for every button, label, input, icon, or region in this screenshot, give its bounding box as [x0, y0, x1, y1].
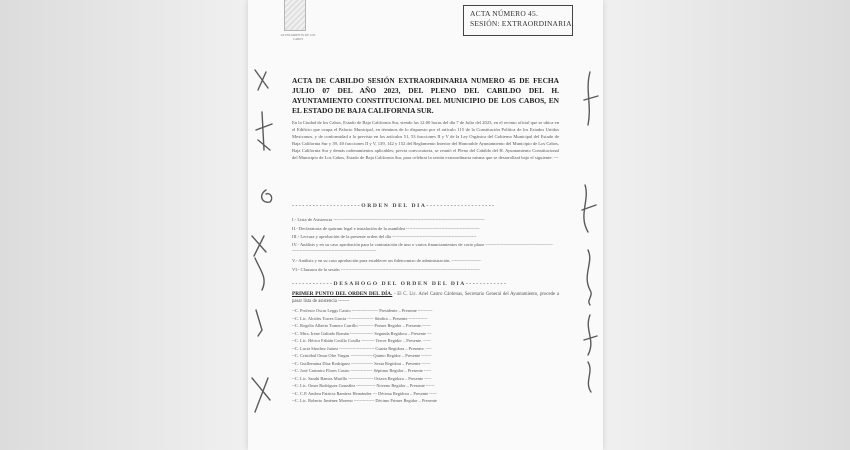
attendance-list [292, 307, 554, 405]
member-role: Noveno Regidor – Presente ------ [376, 383, 435, 388]
act-number: ACTA NÚMERO 45. [470, 9, 539, 18]
session-type: SESIÓN: EXTRAORDINARIA. [470, 19, 574, 28]
member-name: --C. Lic. Omar Rodríguez González ------------- [292, 383, 376, 388]
agenda-list [292, 216, 554, 275]
agenda-item: VI.- Clausura de la sesión ------------------------------------------------------------------------------------------- [292, 266, 480, 272]
attendance-row [292, 337, 554, 345]
attendance-row [292, 307, 554, 315]
member-name: --C. Lic. Alcides Torres García ------------------ [292, 315, 374, 321]
municipal-seal-icon [284, 0, 306, 31]
member-role: Cuarta Regidora – Presente. ---- [375, 345, 432, 351]
background-right [603, 0, 850, 450]
attendance-row [292, 352, 554, 360]
attendance-row [292, 367, 554, 375]
development-heading: ------------DESAHOGO DEL ORDEN DEL DIA------------ [292, 281, 508, 287]
intro-paragraph: En la Ciudad de los Cabos, Estado de Baja California Sur, siendo las 12:00 horas del día 7 de Julio del 2023, en el recinto oficial que se ubica en el Edificio que ocupa el Palacio Municipal, en términos de lo dispuesto por el artículo 115 de la Constitución Política de los Estados Unidos Mexicanos, y de conformidad a lo previsto en los artículos 51, 53 fracciones II y V de la Ley Orgánica del Gobierno Municipal del Estado de Baja California Sur y 39, 40 fracciones II y V, 139, 142 y 152 del Reglamento Interior del Honorable Ayuntamiento del Municipio de Los Cabos, Baja California Sur y demás ordenamientos aplicables; previa convocatoria, se reunió el Pleno del Cabildo del H. Ayuntamiento Constitucional del Municipio de Los Cabos, Estado de Baja California Sur, para celebrar la sesión extraordinaria misma que se desarrollará bajo el siguiente: --- [292, 120, 559, 160]
member-role: Presidente – Presente ---------- [379, 308, 433, 313]
agenda-item: III.- Lectura y aprobación de la presente orden del día ------------------------------------------------------- [292, 234, 477, 240]
member-name: --C. José Casimiro Flores Castro --------------- [292, 368, 373, 373]
member-role: Síndico – Presente ------------- [374, 315, 428, 321]
member-name: --C. Mtra. Irene Galindo Román ---------------- [292, 330, 374, 336]
first-point-text: - El C. Lic. Ariel Castro Cárdenas, Secretario General del Ayuntamiento, procede a pasar lista de asistencia ------- [292, 292, 559, 304]
attendance-row [292, 345, 554, 353]
agenda-item: II.- Declaratoria de quórum legal e instalación de la asamblea ------------------------------------------------ [292, 225, 480, 231]
member-role: Tercer Regidor – Presente. ----- [375, 338, 431, 343]
member-name: --C. Lucia Sánchez Juárez ------------------------ [292, 345, 375, 351]
member-role: Décimo Primer Regidor – Presente [375, 398, 437, 403]
member-name: --C. Guillermina Díaz Rodríguez --------------- [292, 360, 374, 366]
member-name: --C. Lic. Roberto Jiménez Moreno -------------- [292, 398, 375, 403]
seal-caption: AYUNTAMIENTO DE LOS CABOS [280, 33, 316, 41]
member-role: Segunda Regidora – Presente --- [374, 330, 432, 336]
agenda-item: I.- Lista de Asistencia --------------------------------------------------------------------------------------------------- [292, 217, 485, 222]
member-role: Octava Regidora – Presente ----- [374, 375, 432, 381]
first-point-paragraph [292, 291, 559, 305]
agenda-item: IV.- Análisis y en su caso aprobación para la contratación de uno o varios financiamientos de corto plazo --------------------------------------------------------------------------------------------------- [292, 242, 553, 254]
attendance-row [292, 390, 554, 398]
attendance-row [292, 315, 554, 323]
attendance-row [292, 360, 554, 368]
attendance-row [292, 397, 554, 405]
member-role: Séptimo Regidor – Presente ----- [373, 368, 432, 373]
act-number-box [463, 5, 573, 36]
member-name: --C. Profesor Oscar Leggs Castro ------------------ [292, 308, 379, 313]
attendance-row [292, 375, 554, 383]
member-name: --C. Lic. Sarahi Ramos Murillo ----------------- [292, 375, 374, 381]
member-role: Sexta Regidora – Presente ------ [374, 360, 431, 366]
document-page [248, 0, 603, 450]
attendance-row [292, 322, 554, 330]
member-name: --C. Cristóbal Omar Ofre Vargas --------------- [292, 353, 373, 358]
document-title: ACTA DE CABILDO SESIÓN EXTRAORDINARIA NUMERO 45 DE FECHA JULIO 07 DEL AÑO 2023, DEL PLENO DEL CABILDO DEL H. AYUNTAMIENTO CONSTITUCIONAL DEL MUNICIPIO DE LOS CABOS, EN EL ESTADO DE BAJA CALIFORNIA SUR. [292, 76, 559, 115]
member-name: --C. C.P. Andrea Patricia Ramírez Hernández --- [292, 390, 377, 396]
attendance-row [292, 330, 554, 338]
attendance-row [292, 382, 554, 390]
member-name: --C. Rogelio Alberto Tomero Carrillo ---------- [292, 323, 374, 328]
agenda-item: V.- Análisis y en su caso aprobación para establecer un fideicomiso de administración. ------------------- [292, 258, 481, 264]
member-role: Décima Regidora – Presente ----- [378, 390, 437, 396]
member-role: Quinto Regidor – Presente ------- [373, 353, 432, 358]
agenda-heading: --------------------ORDEN DEL DIA-------------------- [292, 203, 496, 209]
member-name: --C. Lic. Héctor Fabián Cosilla Cosilla --------- [292, 338, 375, 343]
first-point-label: PRIMER PUNTO DEL ORDEN DEL DÍA. [292, 291, 393, 297]
background-left [0, 0, 248, 450]
member-role: Primer Regidor – Presente.------ [374, 323, 431, 328]
